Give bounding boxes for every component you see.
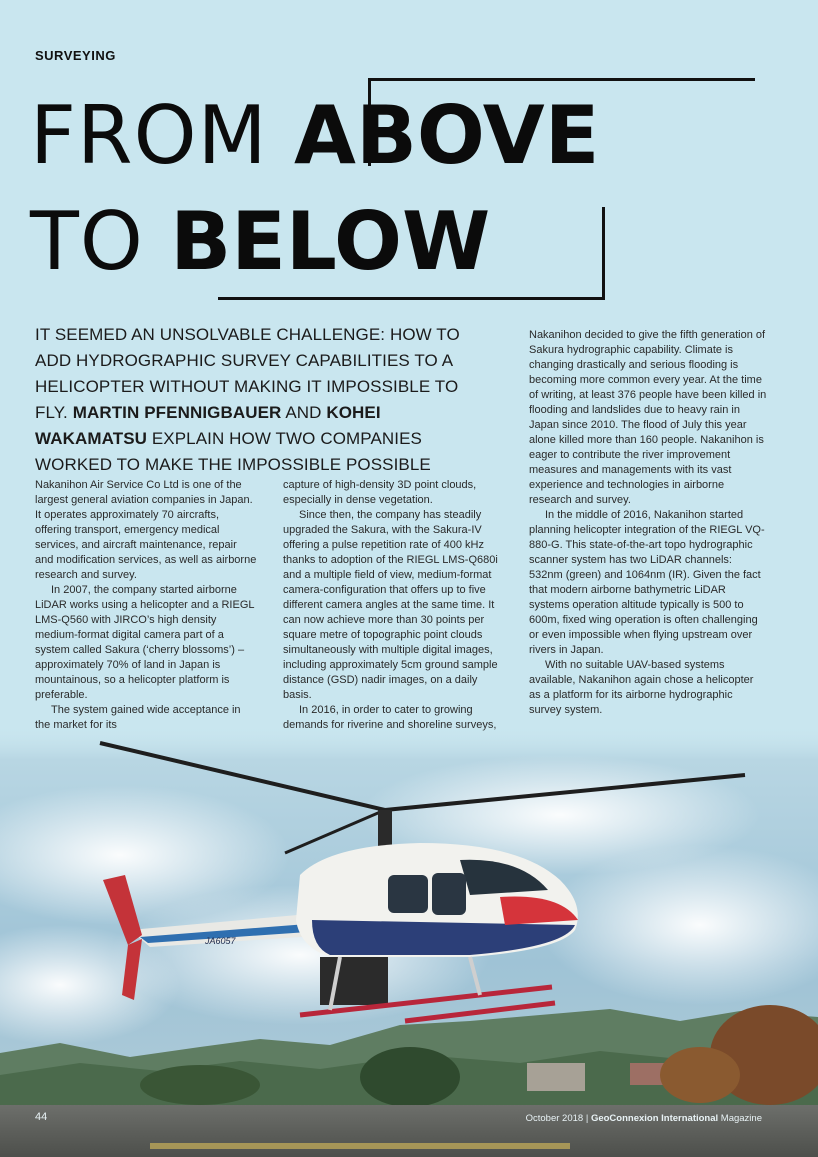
paragraph: capture of high-density 3D point clouds, especially in dense vegetation.: [283, 479, 477, 506]
building: [527, 1063, 585, 1091]
paragraph: The system gained wide acceptance in: [51, 704, 241, 716]
paragraph: In the middle of 2016, Nakanihon started planning helicopter integration of the RIEGL VQ-880-G. This state-of-the-art topo hydrographic scanner system has two LiDAR channels: 532nm (green) and 1064nm (IR). Given the fact that modern airborne bathymetric LiDAR systems operation altitude typically is 500 to 600m, fixed wing operation is often challenging or even impossible when flying upstream over rivers in Japan.: [529, 509, 765, 656]
paragraph: Nakanihon Air Service Co Ltd is one of the largest general aviation companies in Japan. It operates approximately 70 aircrafts, offering transport, emergency medical services, and aircraft maintenance, repair and modification services, as well as airborne research and survey.: [35, 479, 257, 581]
registration-mark: JA6057: [205, 936, 236, 946]
paragraph: Nakanihon decided to give the fifth generation of Sakura hydrographic capability. Climate is changing drastically and serious flooding is becoming more common every year. At the time of writing, at least 376 people have been killed in flooding and landslides due to heavy rain in Japan since 2010. The flood of July this year alone killed more than 160 people. Nakanihon is eager to contribute the river improvement measures and managements with its vast experience and technologies in airborne research and survey.: [529, 329, 767, 506]
body-column-3: [529, 328, 767, 718]
paragraph: With no suitable UAV-based systems available, Nakanihon again chose a helicopter as a platform for its airborne hydrographic survey system.: [529, 659, 754, 716]
standfirst-intro: IT SEEMED AN UNSOLVABLE CHALLENGE: HOW TO ADD HYDROGRAPHIC SURVEY CAPABILITIES TO A HELICOPTER WITHOUT MAKING IT IMPOSSIBLE TO FLY.: [35, 325, 460, 422]
standfirst: [35, 322, 490, 478]
body-column-1: [35, 478, 257, 733]
headline-line-2: [30, 194, 490, 290]
helicopter-photo: [0, 725, 818, 1157]
headline-line-1: [30, 88, 599, 184]
author-1: MARTIN PFENNIGBAUER: [72, 403, 282, 422]
page-number: 44: [35, 1111, 48, 1123]
tree: [660, 1047, 740, 1103]
rotor-mast: [378, 810, 392, 850]
footer-date: October 2018: [525, 1113, 584, 1124]
footer-publication: GeoConnexion International: [590, 1113, 719, 1124]
section-label: SURVEYING: [35, 48, 116, 63]
standfirst-outro: EXPLAIN HOW TWO COMPANIES WORKED TO MAKE THE IMPOSSIBLE POSSIBLE: [35, 429, 431, 474]
sensor-pod: [320, 957, 388, 1005]
body-column-2: [283, 478, 505, 733]
side-window: [388, 875, 428, 913]
tree: [140, 1065, 260, 1105]
paragraph: In 2016, in order to cater to growing: [299, 704, 473, 716]
footer-credit: [526, 1113, 762, 1124]
side-window: [432, 873, 466, 915]
footer-magazine: Magazine: [720, 1113, 762, 1124]
headline-to: TO: [30, 195, 144, 288]
footer-separator: |: [585, 1113, 589, 1124]
headline-above: ABOVE: [294, 89, 600, 182]
headline-below: BELOW: [170, 195, 491, 288]
headline-from: FROM: [30, 89, 268, 182]
tree: [360, 1047, 460, 1107]
paragraph: In 2007, the company started airborne LiDAR works using a helicopter and a RIEGL LMS-Q560 with JIRCO’s high density medium-format digital camera part of a system called Sakura (‘cherry blossoms’) – approximately 70% of land in Japan is mountainous, so a helicopter platform is preferable.: [35, 584, 255, 701]
standfirst-and: AND: [285, 403, 322, 422]
tarmac-marking: [150, 1143, 570, 1149]
paragraph: Since then, the company has steadily upgraded the Sakura, with the Sakura-IV offering a pulse repetition rate of 400 kHz thanks to adoption of the RIEGL LMS-Q680i and a multiple field of view, medium-format camera-configuration that offers up to five different camera angles at the same time. It can now achieve more than 30 points per square metre of topographic point clouds simultaneously with multiple digital images, including approximately 5cm ground sample distance (GSD) nadir images, on a daily basis.: [283, 509, 498, 701]
author-2: KOHEI WAKAMATSU: [35, 403, 381, 448]
